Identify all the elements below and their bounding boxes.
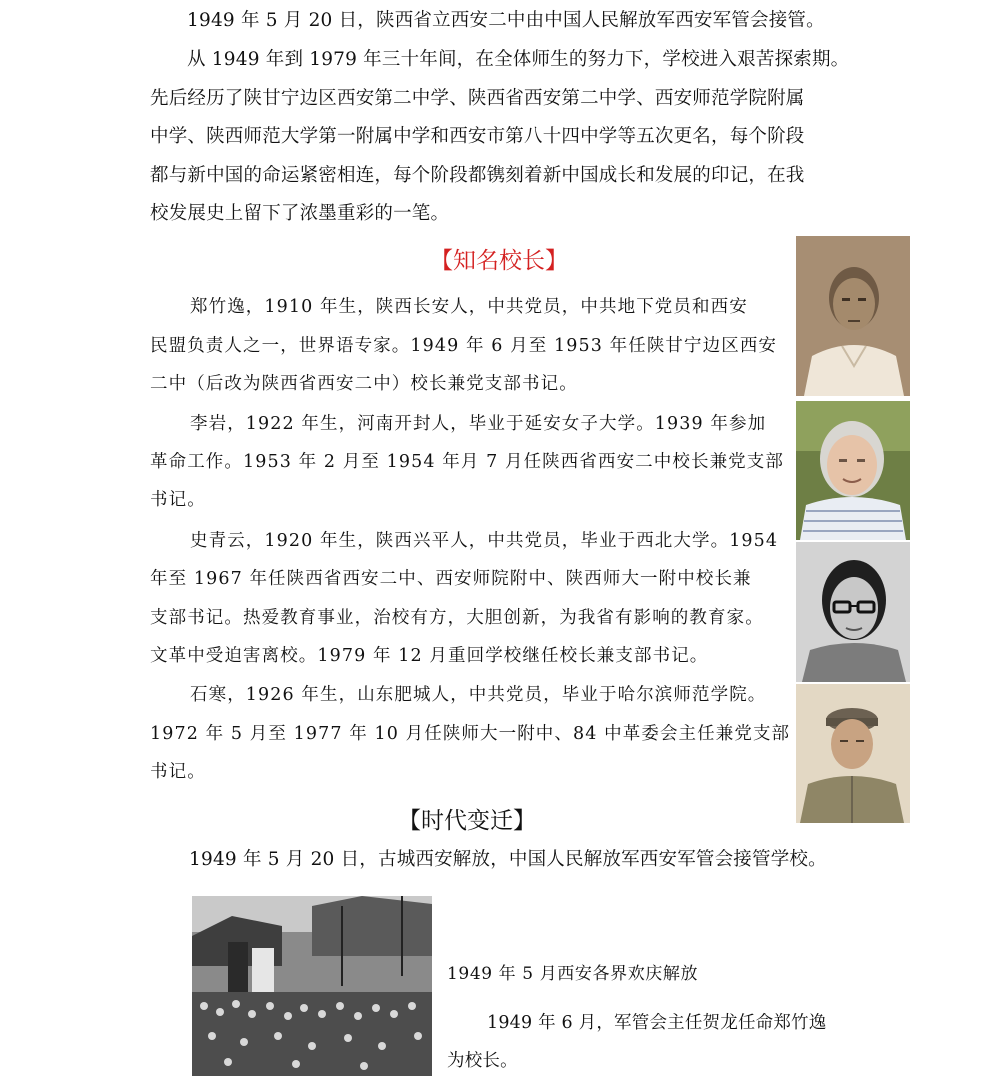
photo-caption: 1949 年 5 月西安各界欢庆解放 bbox=[447, 964, 699, 984]
portrait-man-cap-icon bbox=[796, 684, 910, 823]
text-line: 1949 年 5 月 20 日，古城西安解放，中国人民解放军西安军管会接管学校。 bbox=[189, 849, 827, 870]
text-line: 支部书记。热爱教育事业，治校有方，大胆创新，为我省有影响的教育家。 bbox=[150, 608, 764, 628]
text-line: 中学、陕西师范大学第一附属中学和西安市第八十四中学等五次更名，每个阶段 bbox=[150, 126, 805, 147]
text-line: 都与新中国的命运紧密相连，每个阶段都镌刻着新中国成长和发展的印记，在我 bbox=[150, 165, 805, 186]
text-line: 李岩，1922 年生，河南开封人，毕业于延安女子大学。1939 年参加 bbox=[190, 414, 767, 434]
portrait-woman-glasses-icon bbox=[796, 542, 910, 682]
text-line: 1949 年 6 月，军管会主任贺龙任命郑竹逸 bbox=[487, 1013, 827, 1033]
text-line: 二中（后改为陕西省西安二中）校长兼党支部书记。 bbox=[150, 374, 578, 394]
text-line: 校发展史上留下了浓墨重彩的一笔。 bbox=[150, 203, 450, 224]
text-line: 文革中受迫害离校。1979 年 12 月重回学校继任校长兼支部书记。 bbox=[150, 646, 709, 666]
text-line: 为校长。 bbox=[447, 1051, 518, 1071]
text-line: 民盟负责人之一，世界语专家。1949 年 6 月至 1953 年任陕甘宁边区西安 bbox=[150, 336, 778, 356]
text-line: 书记。 bbox=[150, 490, 206, 510]
text-line: 年至 1967 年任陕西省西安二中、西安师院附中、陕西师大一附中校长兼 bbox=[150, 569, 752, 589]
text-line: 1949 年 5 月 20 日，陕西省立西安二中由中国人民解放军西安军管会接管。 bbox=[187, 10, 825, 31]
text-line: 革命工作。1953 年 2 月至 1954 年月 7 月任陕西省西安二中校长兼党支部 bbox=[150, 452, 784, 472]
crowd-celebration-photo-icon bbox=[192, 896, 432, 1076]
portrait-man-sepia-icon bbox=[796, 236, 910, 396]
text-line: 石寒，1926 年生，山东肥城人，中共党员，毕业于哈尔滨师范学院。 bbox=[190, 685, 767, 705]
text-line: 先后经历了陕甘宁边区西安第二中学、陕西省西安第二中学、西安师范学院附属 bbox=[150, 88, 805, 109]
text-line: 1972 年 5 月至 1977 年 10 月任陕师大一附中、84 中革委会主任兼党支部 bbox=[150, 724, 791, 744]
text-line: 史青云，1920 年生，陕西兴平人，中共党员，毕业于西北大学。1954 bbox=[190, 531, 779, 551]
text-line: 从 1949 年到 1979 年三十年间，在全体师生的努力下，学校进入艰苦探索期。 bbox=[187, 49, 850, 70]
text-line: 书记。 bbox=[150, 762, 206, 782]
portrait-elderly-woman-icon bbox=[796, 401, 910, 540]
text-line: 郑竹逸，1910 年生，陕西长安人，中共党员，中共地下党员和西安 bbox=[190, 297, 748, 317]
section-heading-principals: 【知名校长】 bbox=[430, 248, 568, 274]
section-heading-changes: 【时代变迁】 bbox=[398, 808, 536, 834]
